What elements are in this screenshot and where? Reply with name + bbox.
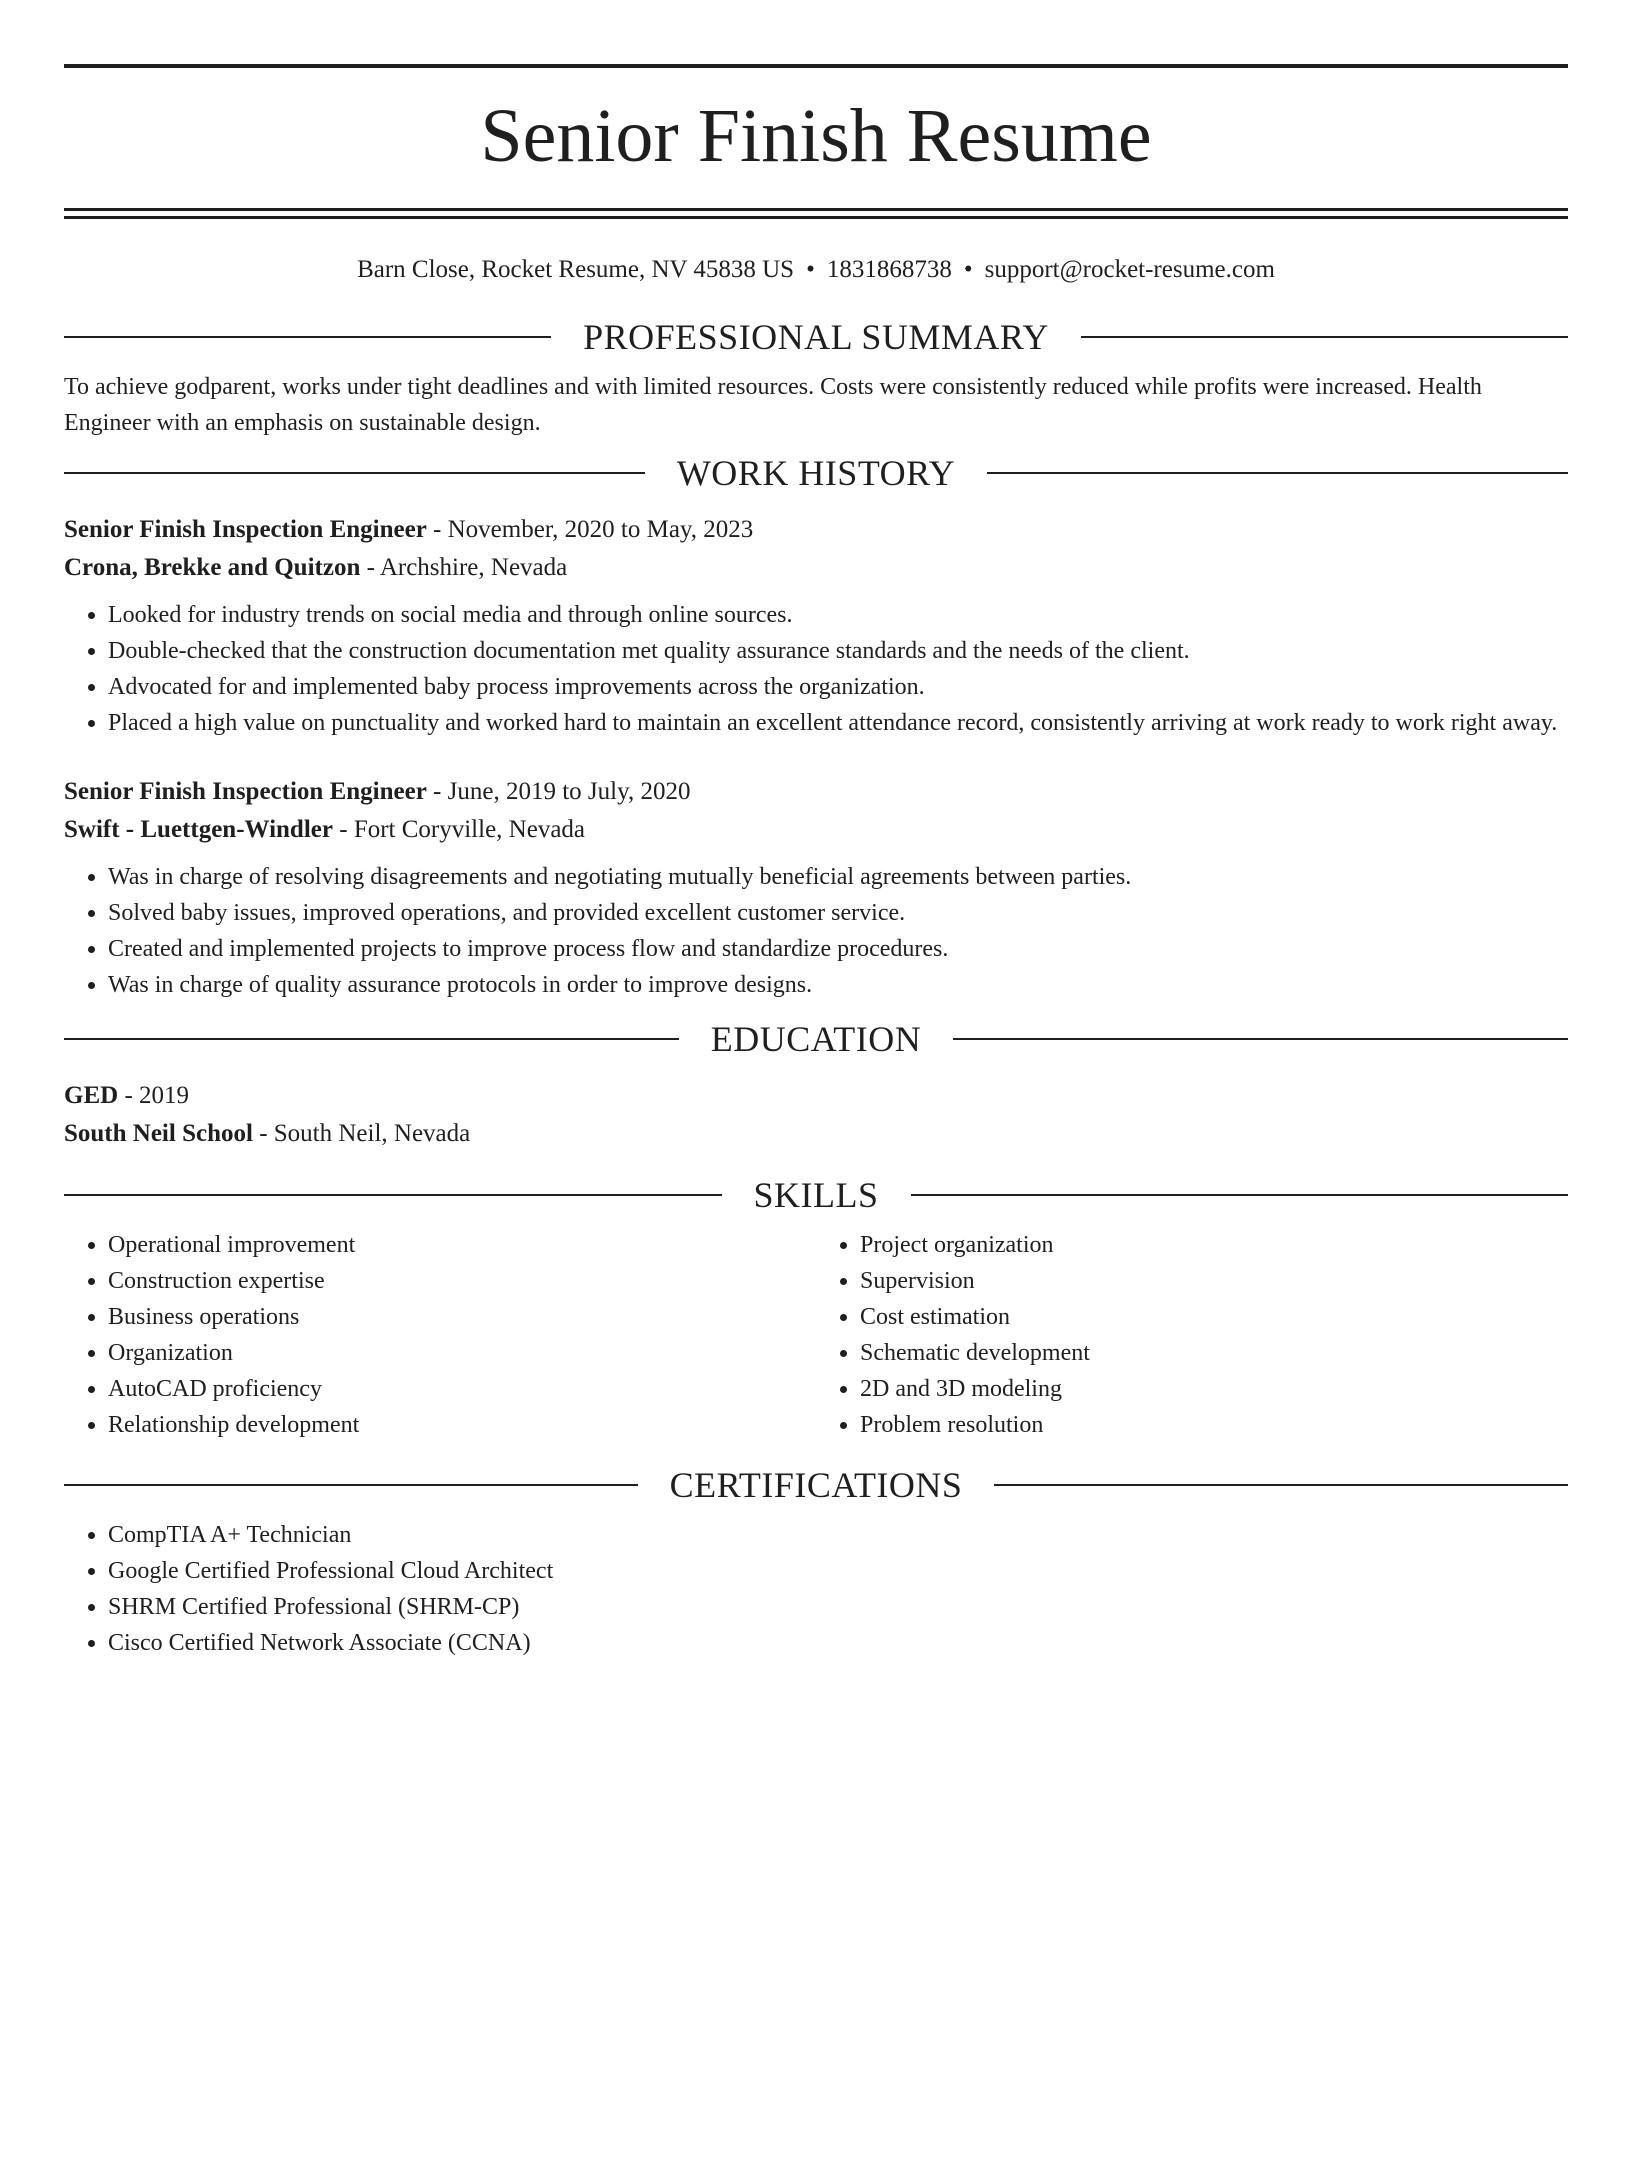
- heading-rule: [64, 1484, 638, 1486]
- job-title-line: Senior Finish Inspection Engineer - June, 2019 to July, 2020: [64, 778, 691, 805]
- job-bullets: [64, 597, 1568, 741]
- job-bullets: [64, 859, 1568, 1003]
- education-entry: [64, 1077, 1568, 1153]
- heading-rule: [987, 472, 1568, 474]
- heading-rule: [64, 472, 645, 474]
- list-item: • Cost estimation: [860, 1299, 1568, 1335]
- contact-phone: 1831868738: [826, 256, 952, 283]
- section-title: CERTIFICATIONS: [669, 1465, 963, 1505]
- job-title: Senior Finish Inspection Engineer: [64, 778, 427, 805]
- heading-rule: [64, 336, 551, 338]
- job-title: Senior Finish Inspection Engineer: [64, 516, 427, 543]
- education-year: 2019: [139, 1082, 190, 1109]
- list-item: • Solved baby issues, improved operations, and provided excellent customer service.: [108, 895, 1568, 931]
- education-school-line: South Neil School - South Neil, Nevada: [64, 1120, 471, 1147]
- education-location: South Neil, Nevada: [273, 1120, 471, 1147]
- job-entry: [64, 511, 1568, 741]
- job-entry: [64, 773, 1568, 1003]
- list-item: • Double-checked that the construction documentation met quality assurance standards and the needs of the client.: [108, 633, 1568, 669]
- section-heading-summary: [64, 315, 1568, 359]
- job-location: Fort Coryville, Nevada: [353, 816, 586, 843]
- list-item: • Cisco Certified Network Associate (CCNA): [108, 1625, 1568, 1661]
- job-company: Crona, Brekke and Quitzon: [64, 554, 361, 581]
- skills-list-left: [64, 1227, 816, 1443]
- top-rule: [64, 64, 1568, 68]
- title-double-rule: [64, 208, 1568, 219]
- heading-rule: [64, 1038, 679, 1040]
- contact-email: support@rocket-resume.com: [984, 256, 1275, 283]
- contact-separator: •: [806, 256, 815, 283]
- resume-page: [0, 64, 1632, 2176]
- certifications-list: [64, 1517, 1568, 1661]
- list-item: • Was in charge of resolving disagreements and negotiating mutually beneficial agreements between parties.: [108, 859, 1568, 895]
- list-item: • Schematic development: [860, 1335, 1568, 1371]
- list-item: • Operational improvement: [108, 1227, 816, 1263]
- heading-rule: [994, 1484, 1568, 1486]
- contact-address: Barn Close, Rocket Resume, NV 45838 US: [357, 256, 795, 283]
- contact-separator: •: [963, 256, 973, 283]
- list-item: • Organization: [108, 1335, 816, 1371]
- job-company-line: Swift - Luettgen-Windler - Fort Coryville, Nevada: [64, 816, 586, 843]
- list-item: • SHRM Certified Professional (SHRM-CP): [108, 1589, 1568, 1625]
- contact-line: [64, 255, 1568, 285]
- list-item: • Relationship development: [108, 1407, 816, 1443]
- list-item: • Created and implemented projects to improve process flow and standardize procedures.: [108, 931, 1568, 967]
- list-item: • Google Certified Professional Cloud Architect: [108, 1553, 1568, 1589]
- heading-rule: [64, 1194, 722, 1196]
- section-title: PROFESSIONAL SUMMARY: [583, 317, 1049, 357]
- section-heading-education: [64, 1017, 1568, 1061]
- list-item: • Business operations: [108, 1299, 816, 1335]
- list-item: • Placed a high value on punctuality and worked hard to maintain an excellent attendance record, consistently arriving at work ready to work right away.: [108, 705, 1568, 741]
- resume-title: Senior Finish Resume: [480, 94, 1152, 178]
- job-company-line: Crona, Brekke and Quitzon - Archshire, Nevada: [64, 554, 568, 581]
- list-item: • Project organization: [860, 1227, 1568, 1263]
- list-item: • CompTIA A+ Technician: [108, 1517, 1568, 1553]
- section-title: EDUCATION: [710, 1019, 922, 1059]
- list-item: • Problem resolution: [860, 1407, 1568, 1443]
- list-item: • Looked for industry trends on social media and through online sources.: [108, 597, 1568, 633]
- list-item: • Supervision: [860, 1263, 1568, 1299]
- summary-text: To achieve godparent, works under tight deadlines and with limited resources. Costs were consistently reduced while profits were increased. Health Engineer with an emphasis on sustainable design.: [64, 374, 1482, 436]
- job-title-line: Senior Finish Inspection Engineer - November, 2020 to May, 2023: [64, 516, 754, 543]
- heading-rule: [911, 1194, 1569, 1196]
- job-dates: June, 2019 to July, 2020: [447, 778, 691, 805]
- education-degree: GED: [64, 1082, 119, 1109]
- section-title: WORK HISTORY: [676, 453, 956, 493]
- education-school: South Neil School: [64, 1120, 253, 1147]
- list-item: • AutoCAD proficiency: [108, 1371, 816, 1407]
- list-item: • Was in charge of quality assurance protocols in order to improve designs.: [108, 967, 1568, 1003]
- education-degree-line: GED - 2019: [64, 1082, 190, 1109]
- section-heading-skills: [64, 1173, 1568, 1217]
- list-item: • Advocated for and implemented baby process improvements across the organization.: [108, 669, 1568, 705]
- heading-rule: [953, 1038, 1568, 1040]
- job-company: Swift - Luettgen-Windler: [64, 816, 333, 843]
- section-title: SKILLS: [753, 1175, 879, 1215]
- skills-list-right: [816, 1227, 1568, 1443]
- list-item: • 2D and 3D modeling: [860, 1371, 1568, 1407]
- section-heading-certifications: [64, 1463, 1568, 1507]
- job-location: Archshire, Nevada: [379, 554, 568, 581]
- skills-columns: [64, 1217, 1568, 1443]
- heading-rule: [1081, 336, 1568, 338]
- section-heading-work: [64, 451, 1568, 495]
- list-item: • Construction expertise: [108, 1263, 816, 1299]
- job-dates: November, 2020 to May, 2023: [447, 516, 754, 543]
